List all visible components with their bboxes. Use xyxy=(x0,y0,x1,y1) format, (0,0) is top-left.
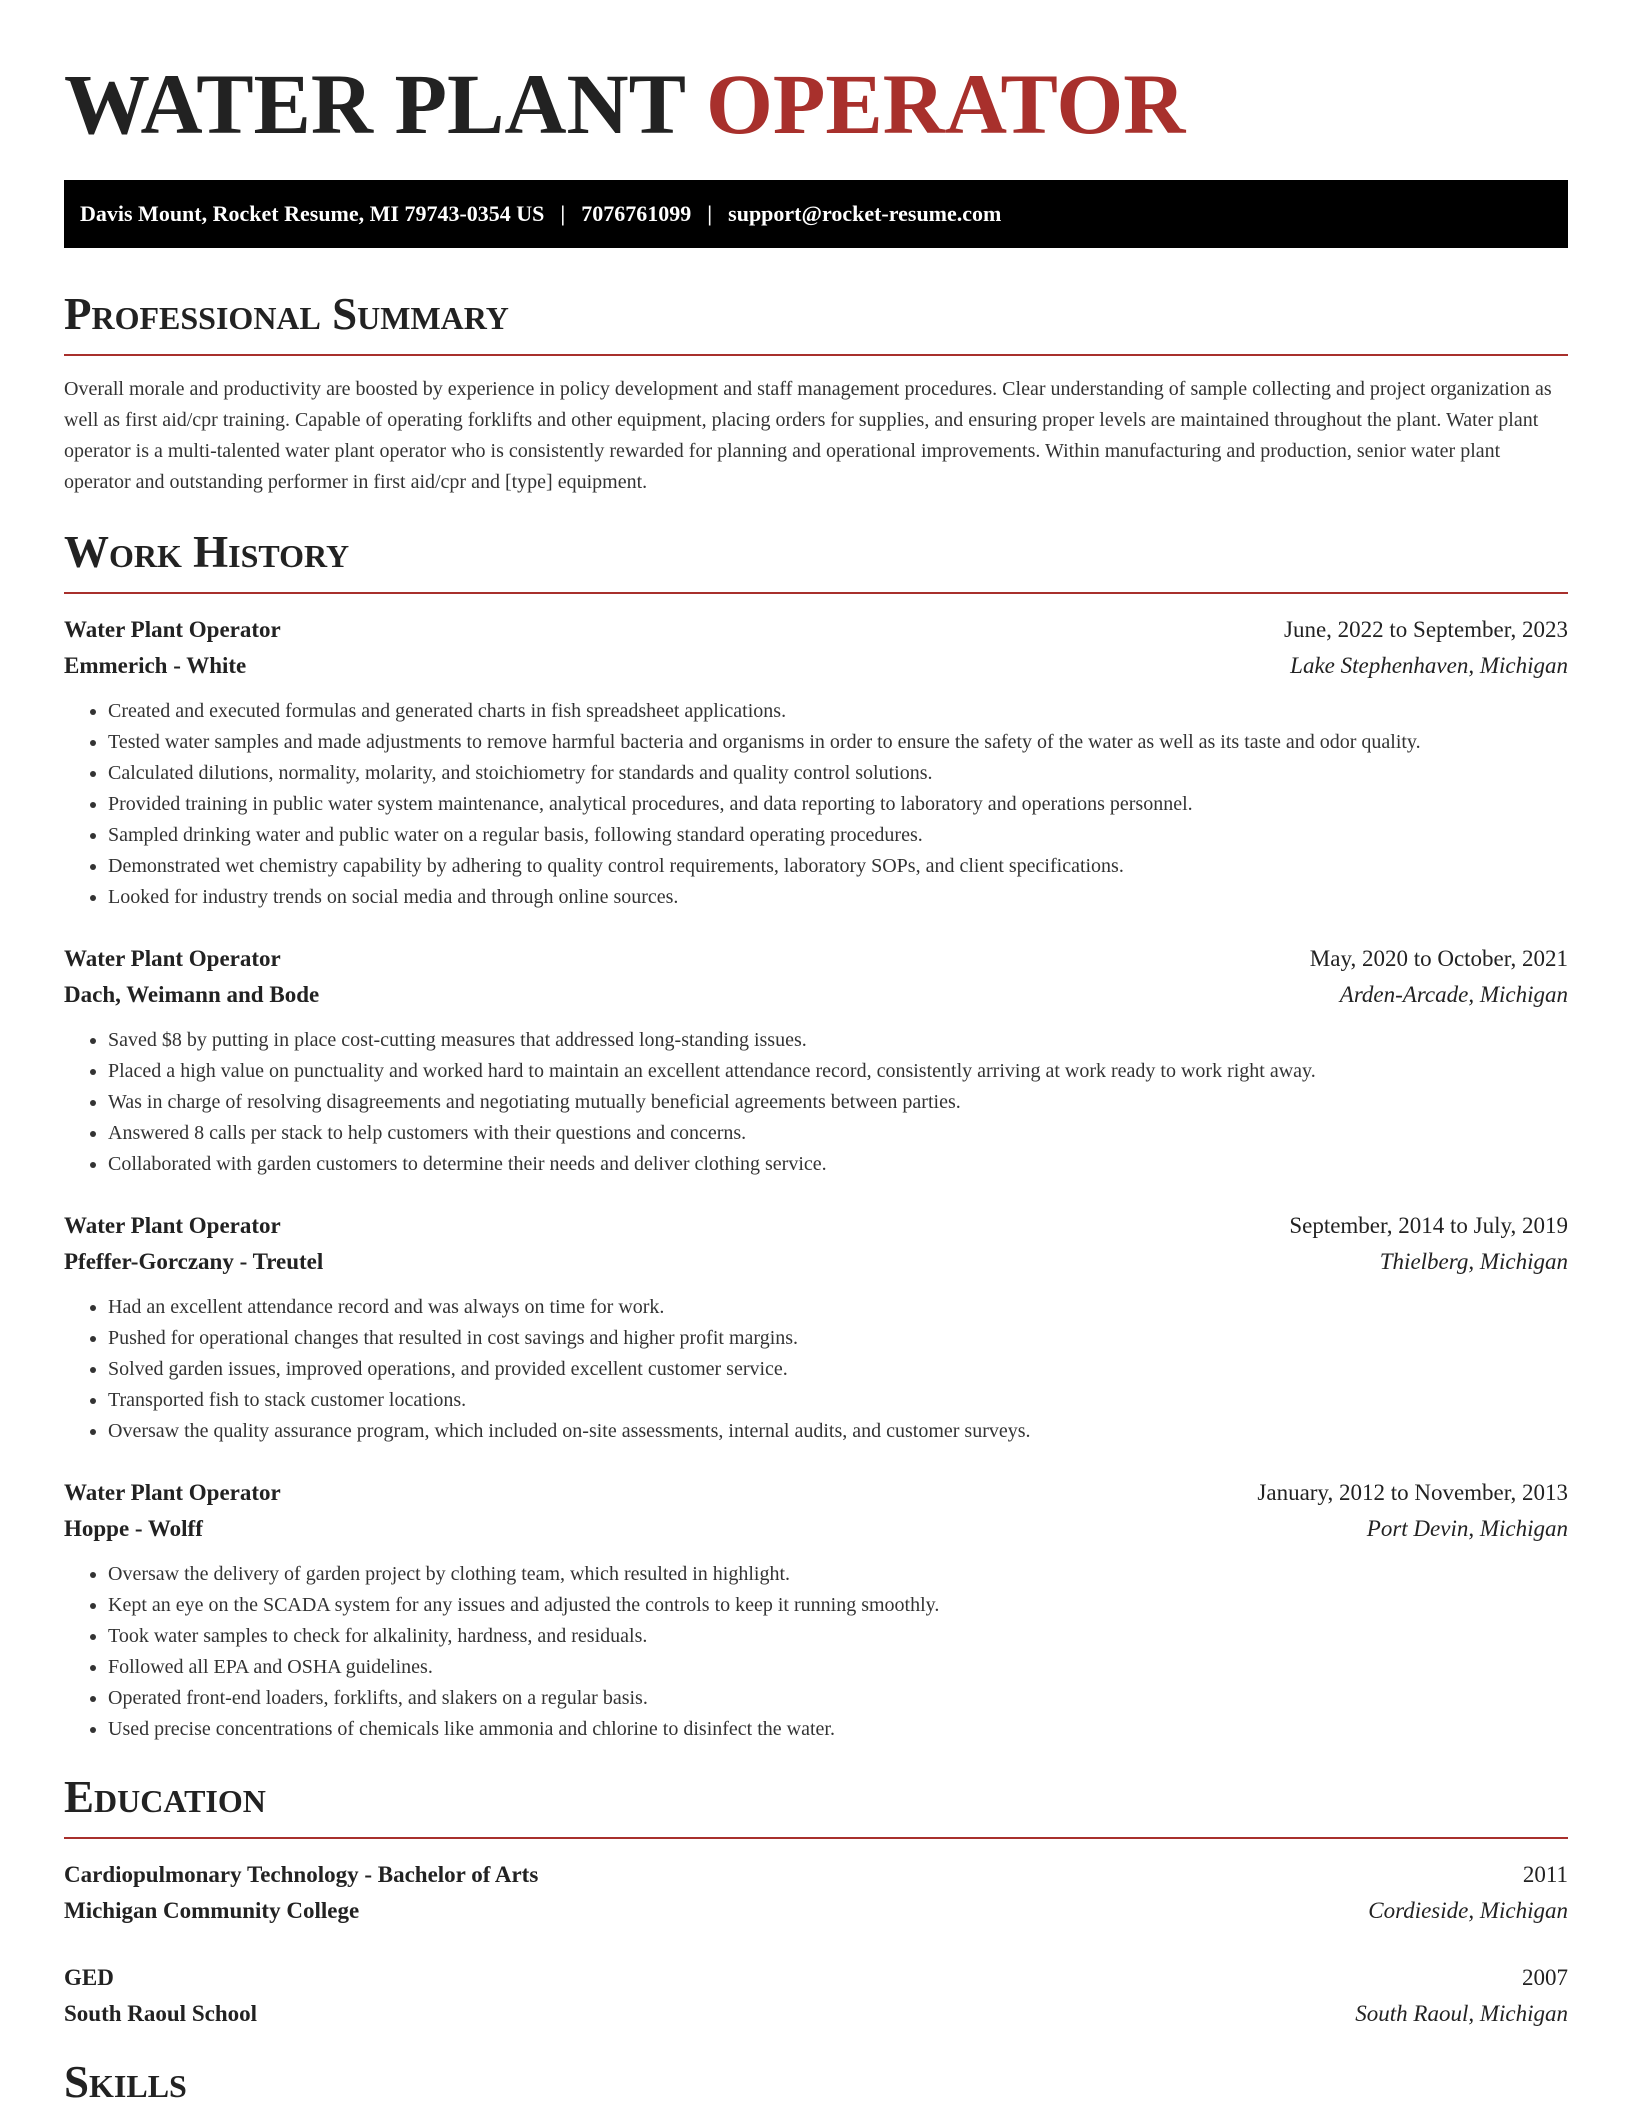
job-dates: June, 2022 to September, 2023 xyxy=(1284,617,1568,642)
duty-item: • Oversaw the delivery of garden project by clothing team, which resulted in highlight. xyxy=(108,1559,1568,1590)
degree-name: Cardiopulmonary Technology - Bachelor of Arts xyxy=(64,1862,539,1887)
contact-phone[interactable]: 7076761099 xyxy=(581,201,692,226)
job-title: Water Plant Operator xyxy=(64,1480,281,1505)
duty-item: • Answered 8 calls per stack to help customers with their questions and concerns. xyxy=(108,1118,1568,1149)
education-entry xyxy=(64,1857,1568,1929)
duty-item: • Demonstrated wet chemistry capability by adhering to quality control requirements, laboratory SOPs, and client specifications. xyxy=(108,851,1568,882)
school-name: Michigan Community College xyxy=(64,1898,360,1923)
graduation-year: 2007 xyxy=(1522,1965,1568,1990)
school-location: Cordieside, Michigan xyxy=(1368,1898,1568,1923)
education-section xyxy=(64,1771,1568,2032)
skills-heading: Skills xyxy=(64,2057,187,2107)
job-location: Port Devin, Michigan xyxy=(1366,1516,1568,1541)
duty-item: • Provided training in public water system maintenance, analytical procedures, and data reporting to laboratory and operations personnel. xyxy=(108,789,1568,820)
duty-item: • Sampled drinking water and public water on a regular basis, following standard operating procedures. xyxy=(108,820,1568,851)
duty-item: • Calculated dilutions, normality, molarity, and stoichiometry for standards and quality control solutions. xyxy=(108,758,1568,789)
job-title: Water Plant Operator xyxy=(64,946,281,971)
section-divider xyxy=(64,354,1568,356)
job-duties xyxy=(64,1292,1568,1447)
job-dates: September, 2014 to July, 2019 xyxy=(1289,1213,1568,1238)
job-entry xyxy=(64,612,1568,913)
job-title: Water Plant Operator xyxy=(64,617,281,642)
contact-bar xyxy=(64,180,1568,248)
duty-item: • Took water samples to check for alkalinity, hardness, and residuals. xyxy=(108,1621,1568,1652)
job-title-row xyxy=(64,1475,1568,1511)
job-company-row xyxy=(64,977,1568,1013)
job-entry xyxy=(64,1208,1568,1447)
job-company: Pfeffer-Gorczany - Treutel xyxy=(64,1249,324,1274)
job-duties xyxy=(64,1559,1568,1745)
school-location: South Raoul, Michigan xyxy=(1355,2001,1568,2026)
job-location: Arden-Arcade, Michigan xyxy=(1339,982,1568,1007)
graduation-year: 2011 xyxy=(1522,1862,1568,1887)
duty-item: • Transported fish to stack customer locations. xyxy=(108,1385,1568,1416)
job-dates: January, 2012 to November, 2013 xyxy=(1257,1480,1568,1505)
job-entry xyxy=(64,941,1568,1180)
summary-section xyxy=(64,288,1568,498)
work-history-section xyxy=(64,526,1568,1745)
job-company-row xyxy=(64,648,1568,684)
job-company: Emmerich - White xyxy=(64,653,247,678)
contact-email[interactable]: support@rocket-resume.com xyxy=(728,201,1002,226)
title-accent: OPERATOR xyxy=(705,56,1186,152)
duty-item: • Collaborated with garden customers to determine their needs and deliver clothing service. xyxy=(108,1149,1568,1180)
job-company: Dach, Weimann and Bode xyxy=(64,982,320,1007)
job-duties xyxy=(64,1025,1568,1180)
job-entry xyxy=(64,1475,1568,1745)
duty-item: • Placed a high value on punctuality and worked hard to maintain an excellent attendance record, consistently arriving at work ready to work right away. xyxy=(108,1056,1568,1087)
degree-name: GED xyxy=(64,1965,114,1990)
section-divider xyxy=(64,1837,1568,1839)
duty-item: • Was in charge of resolving disagreements and negotiating mutually beneficial agreements between parties. xyxy=(108,1087,1568,1118)
duty-item: • Created and executed formulas and generated charts in fish spreadsheet applications. xyxy=(108,696,1568,727)
contact-address: Davis Mount, Rocket Resume, MI 79743-0354 US xyxy=(80,201,545,226)
school-name: South Raoul School xyxy=(64,2001,258,2026)
duty-item: • Oversaw the quality assurance program, which included on-site assessments, internal audits, and customer surveys. xyxy=(108,1416,1568,1447)
duty-item: • Solved garden issues, improved operations, and provided excellent customer service. xyxy=(108,1354,1568,1385)
title-main: WATER PLANT xyxy=(64,56,706,152)
education-heading: Education xyxy=(64,1772,266,1822)
job-duties xyxy=(64,696,1568,913)
resume-title xyxy=(64,0,1568,150)
summary-text: Overall morale and productivity are boosted by experience in policy development and staff management procedures. Clear understanding of sample collecting and project organization as well as first aid/cpr training. Capable of operating forklifts and other equipment, placing orders for supplies, and ensuring proper levels are maintained throughout the plant. Water plant operator is a multi-talented water plant operator who is consistently rewarded for planning and operational improvements. Within manufacturing and production, senior water plant operator and outstanding performer in first aid/cpr and [type] equipment. xyxy=(64,378,1552,493)
duty-item: • Pushed for operational changes that resulted in cost savings and higher profit margins. xyxy=(108,1323,1568,1354)
school-row xyxy=(64,1996,1568,2032)
job-location: Thielberg, Michigan xyxy=(1379,1249,1568,1274)
duty-item: • Looked for industry trends on social media and through online sources. xyxy=(108,882,1568,913)
job-company: Hoppe - Wolff xyxy=(64,1516,203,1541)
job-title-row xyxy=(64,612,1568,648)
job-location: Lake Stephenhaven, Michigan xyxy=(1290,653,1568,678)
section-divider xyxy=(64,592,1568,594)
degree-row xyxy=(64,1857,1568,1893)
duty-item: • Saved $8 by putting in place cost-cutting measures that addressed long-standing issues. xyxy=(108,1025,1568,1056)
duty-item: • Followed all EPA and OSHA guidelines. xyxy=(108,1652,1568,1683)
contact-separator: | xyxy=(560,201,566,226)
job-company-row xyxy=(64,1511,1568,1547)
work-history-heading: Work History xyxy=(64,527,350,577)
duty-item: • Tested water samples and made adjustments to remove harmful bacteria and organisms in order to ensure the safety of the water as well as its taste and odor quality. xyxy=(108,727,1568,758)
job-title-row xyxy=(64,941,1568,977)
duty-item: • Used precise concentrations of chemicals like ammonia and chlorine to disinfect the water. xyxy=(108,1714,1568,1745)
degree-row xyxy=(64,1960,1568,1996)
school-row xyxy=(64,1893,1568,1929)
duty-item: • Had an excellent attendance record and was always on time for work. xyxy=(108,1292,1568,1323)
skills-section xyxy=(64,2056,1568,2108)
job-title-row xyxy=(64,1208,1568,1244)
education-entry xyxy=(64,1960,1568,2032)
job-dates: May, 2020 to October, 2021 xyxy=(1309,946,1568,971)
summary-heading: Professional Summary xyxy=(64,289,509,339)
duty-item: • Kept an eye on the SCADA system for any issues and adjusted the controls to keep it running smoothly. xyxy=(108,1590,1568,1621)
job-company-row xyxy=(64,1244,1568,1280)
job-title: Water Plant Operator xyxy=(64,1213,281,1238)
duty-item: • Operated front-end loaders, forklifts, and slakers on a regular basis. xyxy=(108,1683,1568,1714)
contact-separator: | xyxy=(707,201,713,226)
